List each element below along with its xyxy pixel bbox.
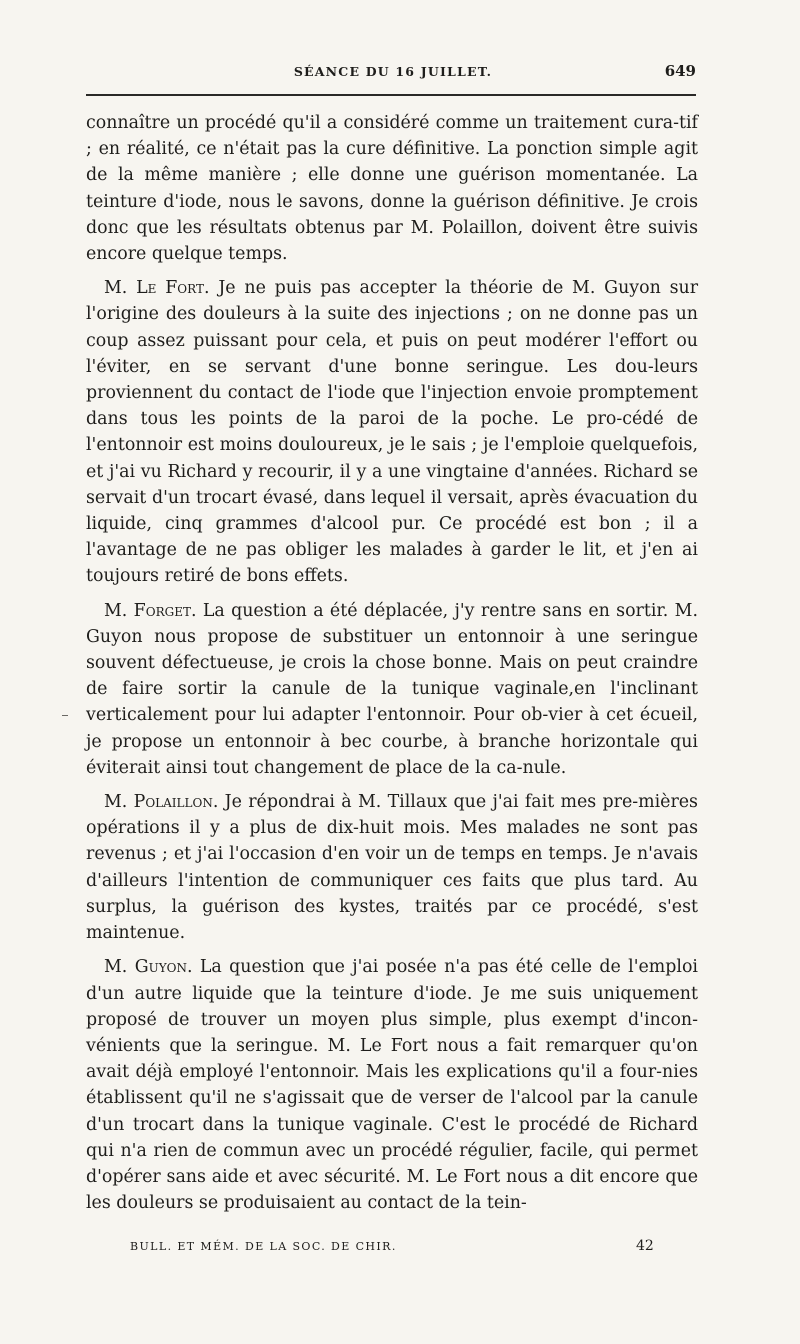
paragraph-text: Je ne puis pas accepter la théorie de M. Guyon sur l'origine des douleurs à la suite des injections ; on ne donne pas un coup assez puissant pour cela, et puis on peut modérer l'effort ou l'éviter, en se servant d'une bonne seringue. Les dou-leurs proviennent du contact de l'iode que l'injection envoie promptement dans tous les points de la paroi de la poche. Le pro-cédé de l'entonnoir est moins douloureux, je le sais ; je l'emploie quelquefois, et j'ai vu Richard y recourir, il y a une vingtaine d'années. Richard se servait d'un trocart évasé, dans lequel il versait, après évacuation du liquide, cinq grammes d'alcool pur. Ce procédé est bon ; il a l'avantage de ne pas obliger les malades à garder le lit, et j'en ai toujours retiré de bons effets. (86, 278, 699, 587)
paragraph-le-fort (86, 275, 698, 589)
speaker-name: M. Forget. (104, 600, 197, 621)
paragraph-guyon (86, 954, 698, 1216)
paragraph-text: connaître un procédé qu'il a considéré comme un traitement cura-tif ; en réalité, ce n'était pas la cure définitive. La ponction simple agit de la même manière ; elle donne une guérison momentanée. La teinture d'iode, nous le savons, donne la guérison définitive. Je crois donc que les résultats obtenus par M. Polaillon, doivent être suivis encore quelque temps. (86, 113, 698, 265)
speaker-name: M. Polaillon. (104, 792, 219, 813)
page-footer (88, 1236, 698, 1260)
speaker-name: M. Guyon. (104, 957, 193, 978)
speaker-name: M. Le Fort. (104, 278, 210, 299)
footer-signature: BULL. ET MÉM. DE LA SOC. DE CHIR. (130, 1240, 397, 1253)
paragraph-polaillon (86, 789, 698, 946)
page-number: 649 (664, 62, 696, 80)
page-header (88, 60, 698, 88)
paragraph-text: Je répondrai à M. Tillaux que j'ai fait mes pre-mières opérations il y a plus de dix-huit mois. Mes malades ne sont pas revenus ; et j'ai l'occasion d'en voir un de temps en temps. Je n'avais d'ailleurs l'intention de communiquer ces faits que plus tard. Au surplus, la guérison des kystes, traités par ce procédé, s'est maintenue. (86, 792, 698, 944)
margin-mark (62, 715, 68, 716)
body-text (86, 110, 698, 1216)
paragraph-text: La question a été déplacée, j'y rentre sans en sortir. M. Guyon nous propose de substituer un entonnoir à une seringue souvent défectueuse, je crois la chose bonne. Mais on peut craindre de faire sortir la canule de la tunique vaginale,en l'inclinant verticalement pour lui adapter l'entonnoir. Pour ob-vier à cet écueil, je propose un entonnoir à bec courbe, à branche horizontale qui éviterait ainsi tout changement de place de la ca-nule. (86, 600, 699, 778)
running-title: SÉANCE DU 16 JUILLET. (293, 64, 493, 79)
paragraph-continuation (86, 110, 698, 267)
paragraph-forget (86, 598, 698, 781)
header-rule (86, 94, 696, 96)
sheet-number: 42 (636, 1238, 654, 1254)
paragraph-text: La question que j'ai posée n'a pas été celle de l'emploi d'un autre liquide que la teinture d'iode. Je me suis uniquement proposé de trouver un moyen plus simple, plus exempt d'incon-vénients que la seringue. M. Le Fort nous a fait remarquer qu'on avait déjà employé l'entonnoir. Mais les explications qu'il a four-nies établissent qu'il ne s'agissait que de verser de l'alcool par la canule d'un trocart dans la tunique vaginale. C'est le procédé de Richard qui n'a rien de commun avec un procédé régulier, facile, qui permet d'opérer sans aide et avec sécurité. M. Le Fort nous a dit encore que les douleurs se produisaient au contact de la tein- (86, 957, 698, 1214)
